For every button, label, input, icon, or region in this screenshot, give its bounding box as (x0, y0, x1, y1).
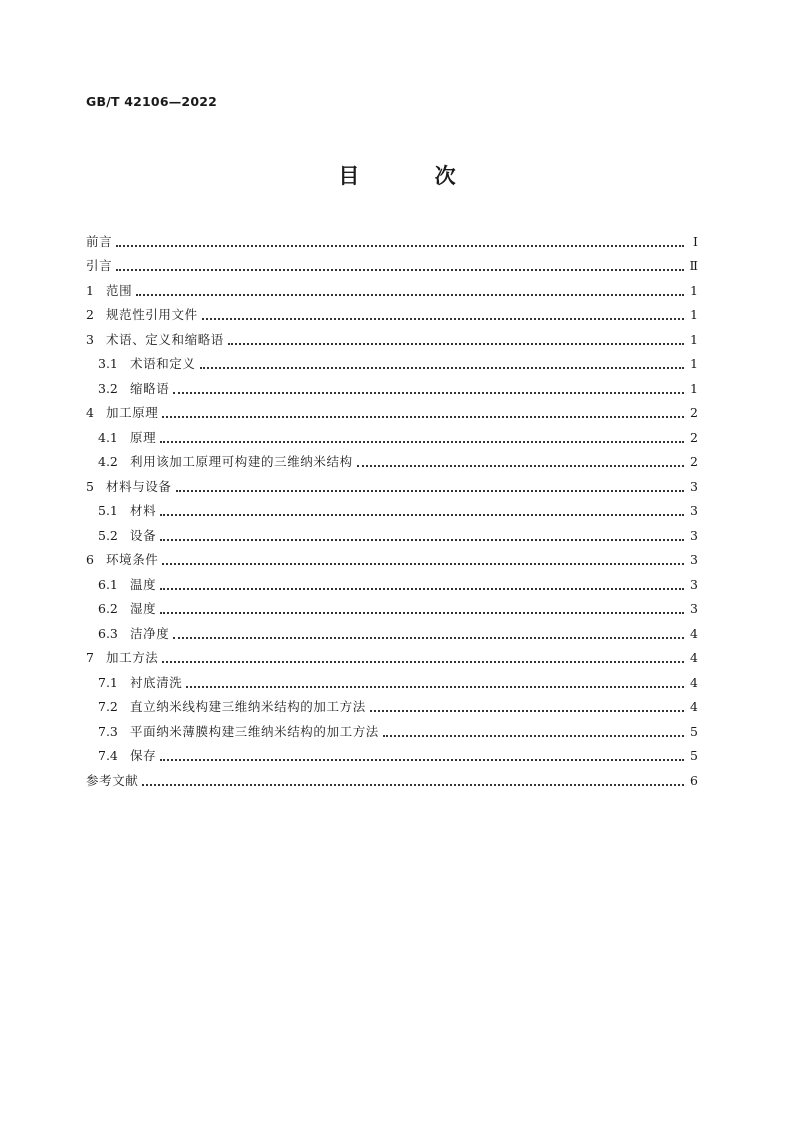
toc-dot-leader (173, 637, 684, 639)
toc-entry-number: 1 (86, 282, 94, 298)
toc-dot-leader (370, 710, 684, 712)
document-code: GB/T 42106—2022 (86, 94, 218, 109)
toc-entry-label: 洁净度 (130, 625, 170, 641)
toc-dot-leader (136, 294, 684, 296)
toc-entry-number: 3.1 (98, 356, 118, 371)
toc-entry-label: 温度 (130, 576, 157, 592)
toc-dot-leader (186, 686, 684, 688)
toc-entry-label: 衬底清洗 (130, 674, 183, 690)
toc-dot-leader (160, 441, 684, 443)
toc-entry-label: 直立纳米线构建三维纳米结构的加工方法 (130, 699, 366, 714)
toc-entry-number: 6.3 (98, 625, 118, 641)
toc-entry-label: 材料 (130, 503, 157, 518)
toc-entry-page-number: Ⅰ (693, 233, 698, 249)
toc-entry[interactable] (86, 226, 698, 251)
toc-entry-page-number: 3 (690, 527, 698, 543)
toc-entry-page-number: 1 (690, 282, 698, 298)
toc-entry[interactable] (86, 447, 698, 472)
toc-entry[interactable] (86, 373, 698, 398)
toc-entry-label: 引言 (86, 258, 113, 273)
toc-dot-leader (160, 539, 684, 541)
toc-entry-number: 4 (86, 405, 94, 420)
toc-entry-number: 6.2 (98, 601, 118, 616)
toc-entry-page-number: 4 (690, 674, 698, 690)
toc-entry-number: 2 (86, 307, 94, 322)
toc-entry-label: 规范性引用文件 (106, 307, 198, 322)
toc-entry-number: 4.1 (98, 429, 118, 445)
toc-entry-page-number: 5 (690, 723, 698, 739)
toc-entry[interactable] (86, 275, 698, 300)
toc-dot-leader (116, 245, 684, 247)
toc-entry[interactable] (86, 471, 698, 496)
toc-entry[interactable] (86, 422, 698, 447)
toc-entry[interactable] (86, 545, 698, 570)
toc-entry-label: 加工方法 (106, 650, 159, 665)
toc-entry-number: 4.2 (98, 454, 118, 469)
toc-dot-leader (116, 269, 684, 271)
toc-entry-page-number: 1 (690, 356, 698, 371)
toc-dot-leader (200, 367, 684, 369)
toc-entry[interactable] (86, 765, 698, 790)
toc-entry-label: 保存 (130, 748, 157, 763)
page-title: 目 次 (338, 164, 490, 188)
toc-entry-page-number: 3 (690, 478, 698, 494)
toc-entry-label: 原理 (130, 429, 157, 445)
toc-dot-leader (160, 514, 684, 516)
toc-entry[interactable] (86, 520, 698, 545)
toc-entry-number: 7.3 (98, 723, 118, 739)
toc-entry[interactable] (86, 251, 698, 276)
toc-entry-page-number: 4 (690, 650, 698, 665)
toc-entry-page-number: 4 (690, 699, 698, 714)
toc-dot-leader (160, 612, 684, 614)
toc-entry-label: 材料与设备 (106, 478, 172, 494)
toc-entry-label: 加工原理 (106, 405, 159, 420)
toc-dot-leader (162, 416, 684, 418)
toc-entry-page-number: 2 (690, 429, 698, 445)
toc-entry[interactable] (86, 349, 698, 374)
toc-entry-number: 3 (86, 331, 94, 347)
toc-entry-number: 3.2 (98, 380, 118, 396)
toc-entry-label: 术语、定义和缩略语 (106, 331, 224, 347)
toc-dot-leader (160, 759, 684, 761)
toc-entry-number: 5.2 (98, 527, 118, 543)
toc-entry-number: 5.1 (98, 503, 118, 518)
toc-entry-number: 6 (86, 552, 94, 567)
toc-entry[interactable] (86, 569, 698, 594)
toc-entry-page-number: 6 (690, 772, 698, 788)
toc-entry-label: 平面纳米薄膜构建三维纳米结构的加工方法 (130, 723, 379, 739)
toc-entry-page-number: 3 (690, 601, 698, 616)
toc-entry[interactable] (86, 692, 698, 717)
toc-entry-label: 缩略语 (130, 380, 170, 396)
toc-entry-label: 湿度 (130, 601, 157, 616)
toc-entry-page-number: Ⅱ (689, 258, 698, 273)
toc-entry-page-number: 1 (690, 331, 698, 347)
toc-entry-page-number: 2 (690, 454, 698, 469)
toc-entry[interactable] (86, 496, 698, 521)
toc-entry-label: 前言 (86, 233, 113, 249)
toc-entry[interactable] (86, 324, 698, 349)
table-of-contents (86, 226, 698, 790)
toc-entry[interactable] (86, 741, 698, 766)
toc-entry[interactable] (86, 643, 698, 668)
toc-dot-leader (228, 343, 684, 345)
toc-entry-page-number: 1 (690, 380, 698, 396)
toc-dot-leader (162, 661, 684, 663)
toc-entry-number: 7.2 (98, 699, 118, 714)
toc-entry-label: 利用该加工原理可构建的三维纳米结构 (130, 454, 353, 469)
toc-entry-number: 7.1 (98, 674, 118, 690)
toc-entry-label: 设备 (130, 527, 157, 543)
toc-entry-page-number: 5 (690, 748, 698, 763)
toc-entry-page-number: 1 (690, 307, 698, 322)
toc-entry[interactable] (86, 716, 698, 741)
toc-entry[interactable] (86, 300, 698, 325)
toc-entry[interactable] (86, 667, 698, 692)
toc-dot-leader (202, 318, 684, 320)
toc-entry[interactable] (86, 398, 698, 423)
toc-entry-page-number: 2 (690, 405, 698, 420)
toc-entry[interactable] (86, 618, 698, 643)
toc-entry-page-number: 3 (690, 552, 698, 567)
toc-entry-label: 范围 (106, 282, 133, 298)
toc-entry[interactable] (86, 594, 698, 619)
toc-dot-leader (160, 588, 684, 590)
toc-entry-number: 5 (86, 478, 94, 494)
toc-entry-label: 术语和定义 (130, 356, 196, 371)
toc-dot-leader (173, 392, 684, 394)
toc-entry-number: 7 (86, 650, 94, 665)
toc-entry-label: 参考文献 (86, 772, 139, 788)
toc-dot-leader (383, 735, 684, 737)
toc-entry-number: 6.1 (98, 576, 118, 592)
toc-entry-label: 环境条件 (106, 552, 159, 567)
toc-dot-leader (176, 490, 684, 492)
toc-entry-page-number: 3 (690, 503, 698, 518)
toc-dot-leader (142, 784, 684, 786)
toc-entry-page-number: 4 (690, 625, 698, 641)
toc-dot-leader (357, 465, 684, 467)
toc-entry-number: 7.4 (98, 748, 118, 763)
toc-entry-page-number: 3 (690, 576, 698, 592)
toc-dot-leader (162, 563, 684, 565)
